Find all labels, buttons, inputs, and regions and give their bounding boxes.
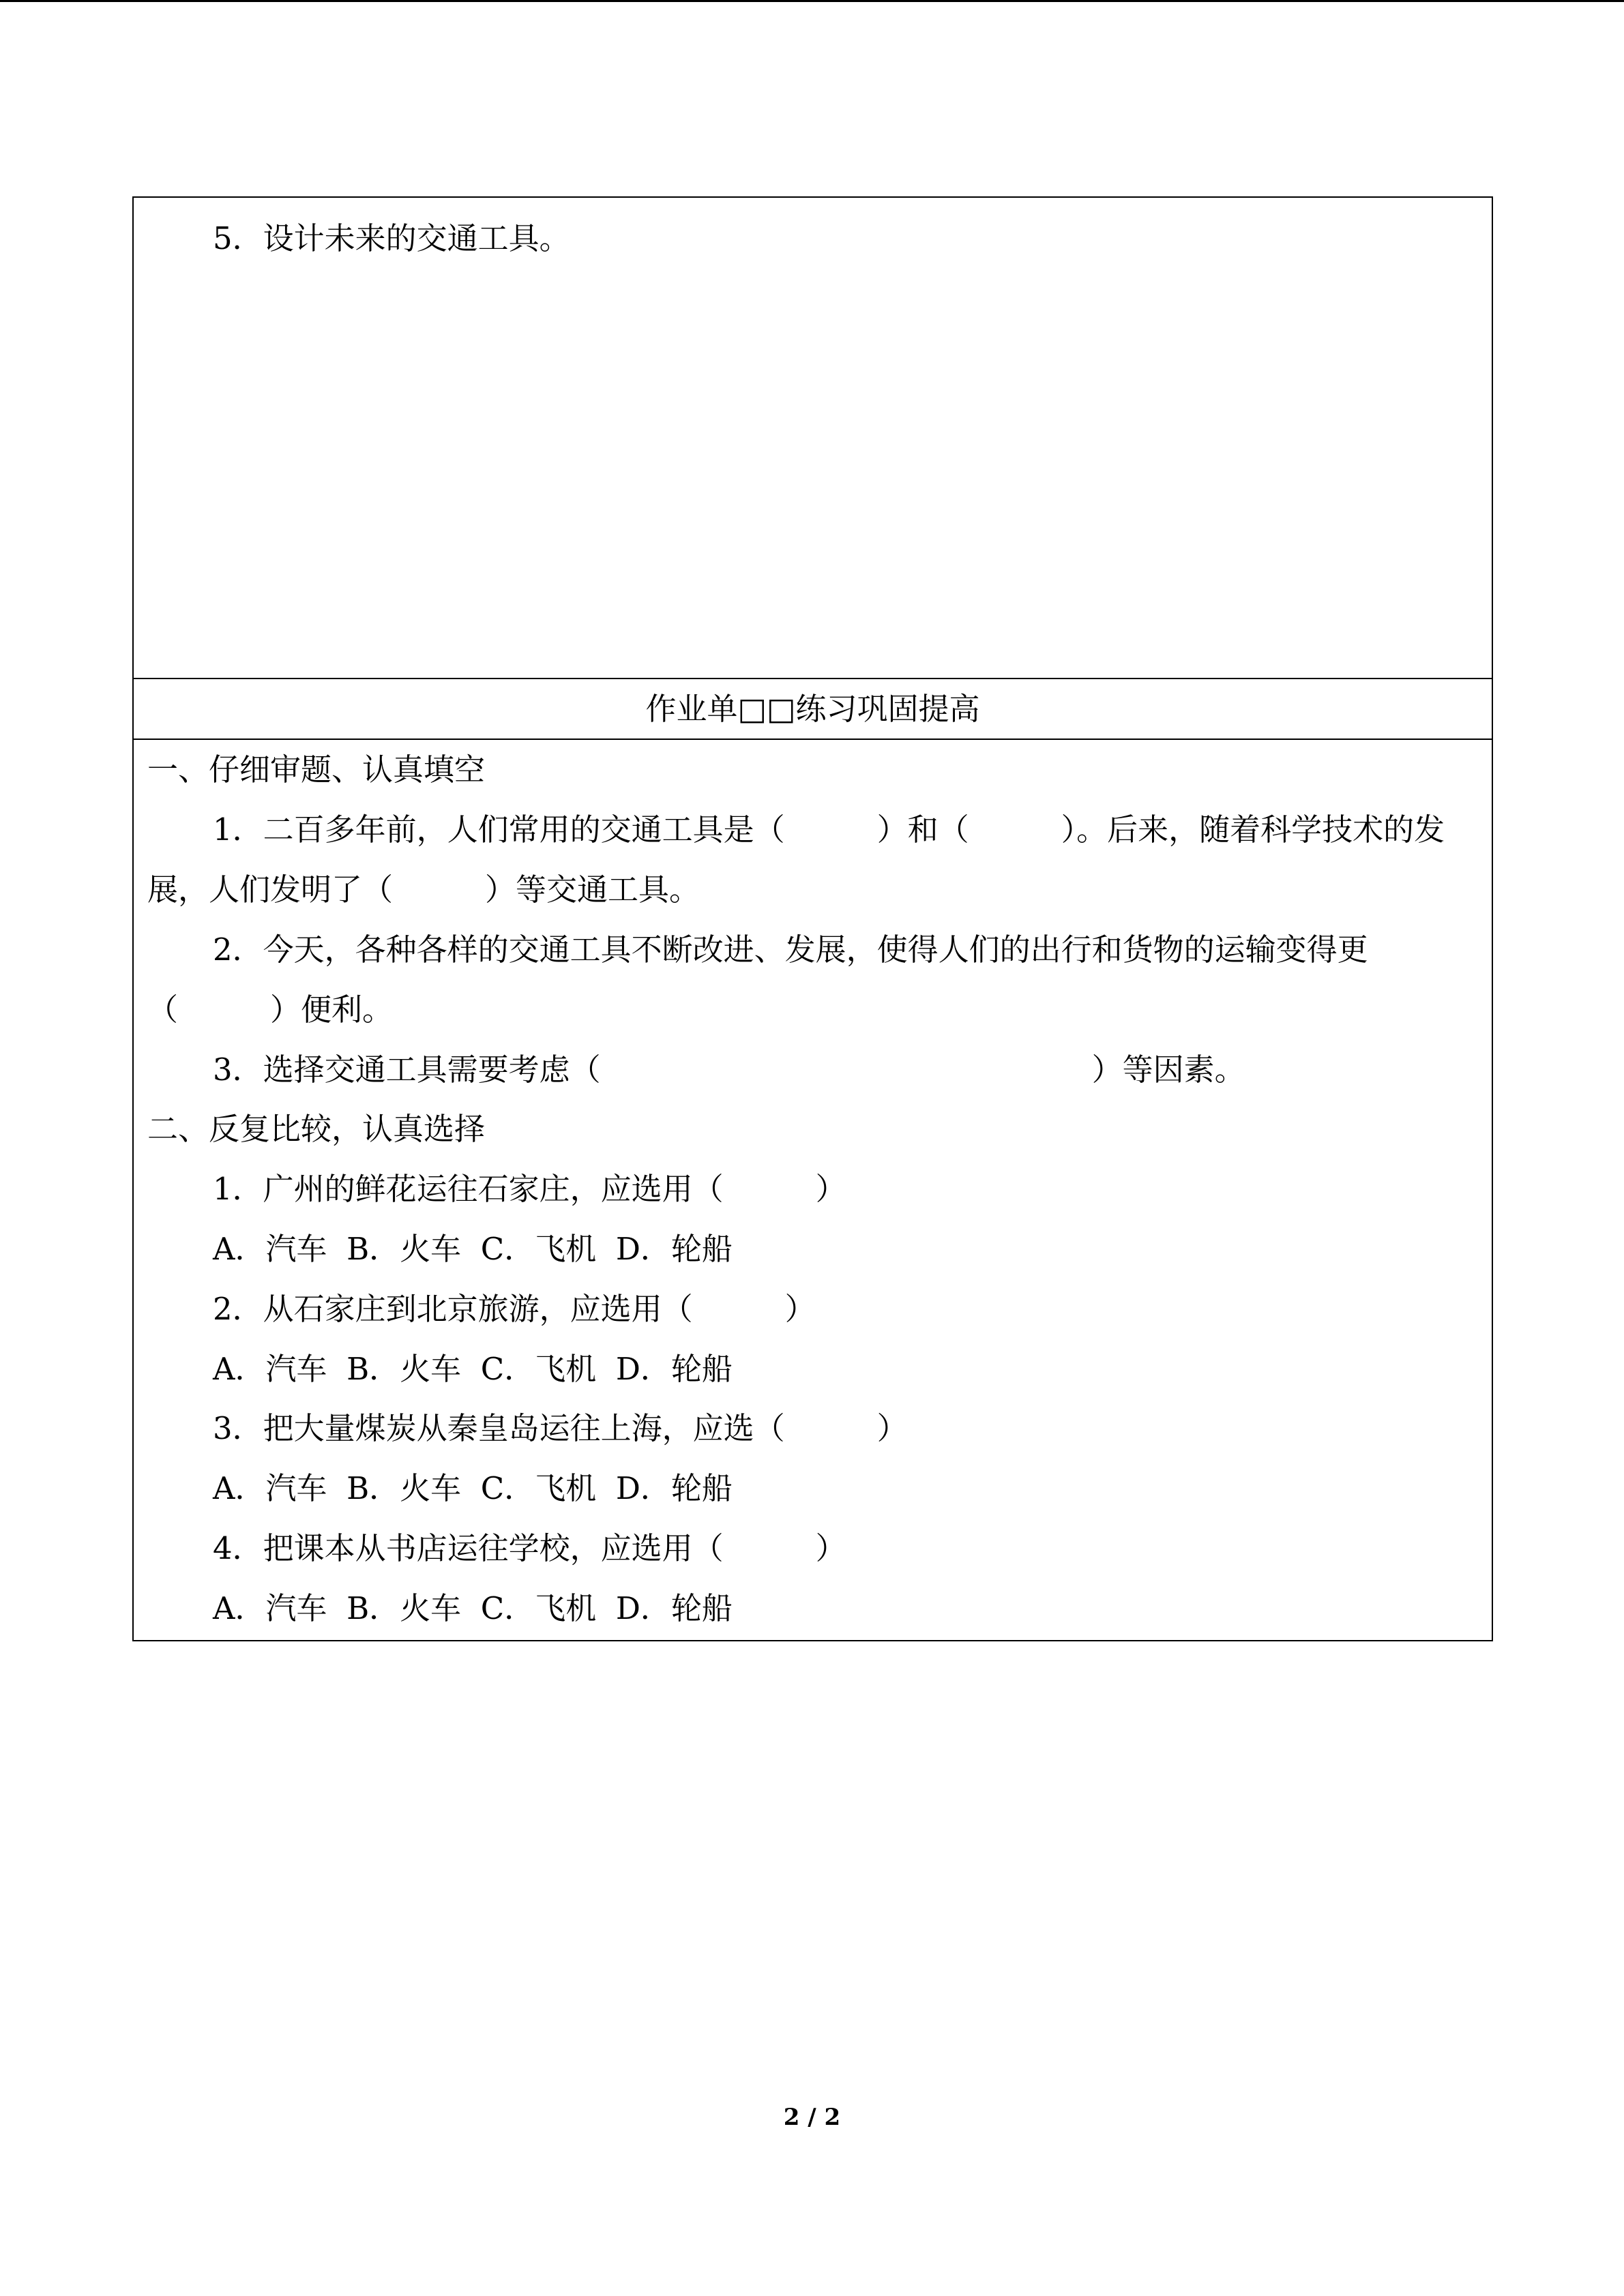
choice-question-3: 3．把大量煤炭从秦皇岛运往上海，应选（ ） <box>213 1410 908 1446</box>
part2-heading: 二、反复比较，认真选择 <box>147 1111 486 1147</box>
fill-question-1-line2: 展，人们发明了（ ）等交通工具。 <box>147 871 700 908</box>
task-5-text: 5．设计未来的交通工具。 <box>213 220 570 256</box>
choice-options-2: A．汽车 B．火车 C．飞机 D．轮船 <box>213 1351 733 1387</box>
choice-question-4: 4．把课本从书店运往学校，应选用（ ） <box>213 1530 846 1566</box>
choice-options-4: A．汽车 B．火车 C．飞机 D．轮船 <box>213 1590 733 1626</box>
worksheet-title-row <box>134 679 1492 740</box>
page-number: 2 / 2 <box>783 2104 841 2131</box>
choice-question-1: 1．广州的鲜花运往石家庄，应选用（ ） <box>213 1171 846 1207</box>
fill-question-3: 3．选择交通工具需要考虑（ ）等因素。 <box>213 1052 1245 1088</box>
fill-question-2-line2: （ ）便利。 <box>147 992 394 1028</box>
fill-question-2-line1: 2．今天，各种各样的交通工具不断改进、发展，使得人们的出行和货物的运输变得更 <box>213 931 1368 968</box>
exercise-cell <box>134 740 1492 1640</box>
part1-heading: 一、仔细审题、认真填空 <box>147 751 486 788</box>
design-task-cell <box>134 198 1492 679</box>
choice-options-1: A．汽车 B．火车 C．飞机 D．轮船 <box>213 1231 733 1267</box>
worksheet-title: 作业单□□练习巩固提高 <box>645 690 980 727</box>
choice-question-2: 2．从石家庄到北京旅游，应选用（ ） <box>213 1291 816 1327</box>
top-border-rule <box>0 0 1624 2</box>
fill-question-1-line1: 1．二百多年前，人们常用的交通工具是（ ）和（ ）。后来，随着科学技术的发 <box>213 811 1445 848</box>
choice-options-3: A．汽车 B．火车 C．飞机 D．轮船 <box>213 1470 733 1506</box>
worksheet-table <box>132 196 1493 1641</box>
